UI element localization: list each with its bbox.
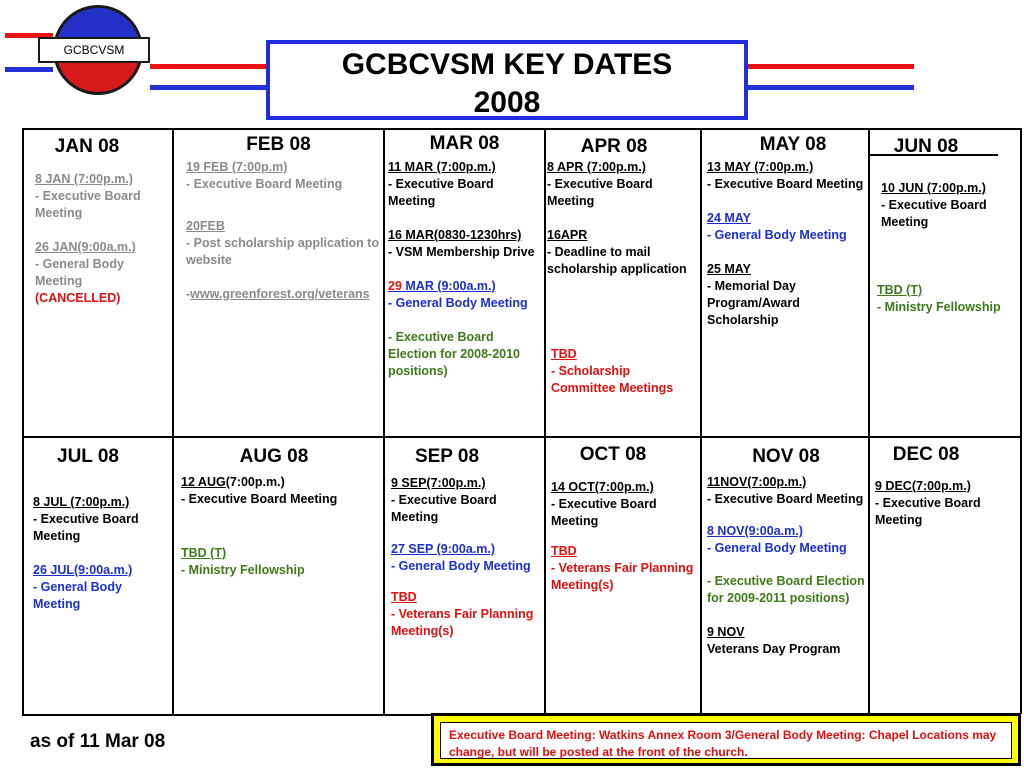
- feb-events: [186, 159, 382, 303]
- nov-event-4: Veterans Day Program: [707, 642, 841, 656]
- as-of-date: as of 11 Mar 08: [30, 731, 166, 752]
- jul-events: [33, 494, 169, 613]
- mar-event-2: - VSM Membership Drive: [388, 245, 535, 259]
- grid-col-line-1: [172, 128, 174, 716]
- sep-date-2: 27 SEP (9:00a.m.): [391, 542, 495, 556]
- sep-date-1: 9 SEP(7:00p.m.): [391, 476, 486, 490]
- mid-blue-stripe: [150, 85, 266, 90]
- oct-date-2: TBD: [551, 544, 577, 558]
- grid-col-line-5: [868, 128, 870, 714]
- title-box: [266, 40, 748, 120]
- right-red-stripe: [748, 64, 914, 69]
- logo-label: GCBCVSM: [38, 37, 150, 63]
- sep-event-3: - Veterans Fair Planning Meeting(s): [391, 607, 534, 638]
- jul-event-2: - General Body Meeting: [33, 580, 122, 611]
- month-header-oct: OCT 08: [579, 444, 647, 465]
- jan-event-2: - General Body Meeting: [35, 257, 124, 288]
- jul-event-1: - Executive Board Meeting: [33, 512, 139, 543]
- jun-events: [877, 180, 1019, 316]
- month-header-mar: MAR 08: [429, 133, 500, 154]
- feb-website-link[interactable]: www.greenforest.org/veterans: [190, 287, 370, 301]
- grid-col-line-4: [700, 128, 702, 714]
- mar-date-2: 16 MAR(0830-1230hrs): [388, 228, 522, 242]
- apr-date-3: TBD: [551, 347, 577, 361]
- grid-col-line-3: [544, 128, 546, 714]
- may-event-3: - Memorial Day Program/Award Scholarship: [707, 279, 800, 327]
- may-date-1: 13 MAY (7:00p.m.): [707, 160, 814, 174]
- feb-event-1: - Executive Board Meeting: [186, 177, 343, 191]
- jul-date-1: 8 JUL (7:00p.m.): [33, 495, 130, 509]
- jun-event-1: - Executive Board Meeting: [881, 198, 987, 229]
- mar-events: [388, 159, 544, 380]
- nov-event-1: - Executive Board Meeting: [707, 492, 864, 506]
- apr-events: [547, 159, 697, 397]
- mar-date-1: 11 MAR (7:00p.m.): [388, 160, 496, 174]
- mar-event-3: - General Body Meeting: [388, 296, 528, 310]
- month-header-jul: JUL 08: [57, 446, 119, 467]
- month-header-may: MAY 08: [759, 134, 827, 155]
- grid-bottom-line: [22, 714, 431, 716]
- month-header-aug: AUG 08: [239, 446, 309, 467]
- oct-event-1: - Executive Board Meeting: [551, 497, 657, 528]
- oct-events: [551, 479, 697, 594]
- mar-event-1: - Executive Board Meeting: [388, 177, 494, 208]
- dec-events: [875, 478, 1017, 529]
- page-title: GCBCVSM KEY DATES: [341, 48, 673, 81]
- dec-date-1: 9 DEC(7:00p.m.): [875, 479, 971, 493]
- feb-event-2: - Post scholarship application to website: [186, 236, 380, 267]
- nov-date-4: 9 NOV: [707, 625, 745, 639]
- month-header-nov: NOV 08: [752, 446, 820, 467]
- jun-date-2: TBD (T): [877, 283, 923, 297]
- sep-event-1: - Executive Board Meeting: [391, 493, 497, 524]
- may-events: [707, 159, 865, 329]
- month-header-jun: JUN 08: [893, 136, 959, 157]
- jan-event-1: - Executive Board Meeting: [35, 189, 141, 220]
- aug-events: [181, 474, 379, 579]
- oct-date-1: 14 OCT(7:00p.m.): [551, 480, 654, 494]
- location-note-box: [431, 713, 1021, 766]
- sep-date-3: TBD: [391, 590, 417, 604]
- may-event-2: - General Body Meeting: [707, 228, 847, 242]
- aug-date-1: 12 AUG(7:00p.m.): [181, 475, 285, 489]
- jan-date-2: 26 JAN(9:00a.m.): [35, 240, 136, 254]
- nov-date-1: 11NOV(7:00p.m.): [707, 475, 807, 489]
- nov-date-2: 8 NOV(9:00a.m.): [707, 524, 803, 538]
- jun-date-1: 10 JUN (7:00p.m.): [881, 181, 986, 195]
- apr-date-2: 16APR: [547, 228, 588, 242]
- feb-date-1: 19 FEB (7:00p.m): [186, 160, 288, 174]
- page-title-year: 2008: [473, 86, 541, 119]
- nov-event-3: - Executive Board Election for 2009-2011 positions): [707, 574, 865, 605]
- apr-event-1: - Executive Board Meeting: [547, 177, 653, 208]
- nov-event-2: - General Body Meeting: [707, 541, 847, 555]
- month-header-sep: SEP 08: [414, 446, 480, 467]
- nov-events: [707, 474, 867, 658]
- jan-cancelled: (CANCELLED): [35, 291, 121, 305]
- aug-event-1: - Executive Board Meeting: [181, 492, 338, 506]
- jan-events: [35, 171, 165, 307]
- grid-col-line-2: [383, 128, 385, 714]
- mar-date-3: 29 MAR (9:00a.m.): [388, 279, 496, 293]
- month-header-apr: APR 08: [580, 136, 648, 157]
- dec-event-1: - Executive Board Meeting: [875, 496, 981, 527]
- location-note: Executive Board Meeting: Watkins Annex Room 3/General Body Meeting: Chapel Locations may change, but will be posted at the front of the church.: [440, 722, 1012, 759]
- month-header-feb: FEB 08: [246, 134, 311, 155]
- apr-event-3: - Scholarship Committee Meetings: [551, 364, 674, 395]
- grid-left-line: [22, 128, 24, 716]
- mar-event-4: - Executive Board Election for 2008-2010 positions): [388, 330, 521, 378]
- jul-date-2: 26 JUL(9:00a.m.): [33, 563, 133, 577]
- mid-red-stripe: [150, 64, 266, 69]
- month-header-dec: DEC 08: [892, 444, 960, 465]
- feb-date-2: 20FEB: [186, 219, 225, 233]
- apr-date-1: 8 APR (7:00p.m.): [547, 160, 646, 174]
- left-blue-stripe: [5, 67, 53, 72]
- right-blue-stripe: [748, 85, 914, 90]
- may-date-2: 24 MAY: [707, 211, 752, 225]
- oct-event-2: - Veterans Fair Planning Meeting(s): [551, 561, 694, 592]
- grid-right-line: [1020, 128, 1022, 714]
- aug-date-2: TBD (T): [181, 546, 227, 560]
- jan-date-1: 8 JAN (7:00p.m.): [35, 172, 133, 186]
- sep-events: [391, 475, 541, 640]
- apr-event-2: - Deadline to mail scholarship application: [547, 245, 687, 276]
- may-event-1: - Executive Board Meeting: [707, 177, 864, 191]
- month-header-jan: JAN 08: [54, 136, 120, 157]
- aug-event-2: - Ministry Fellowship: [181, 563, 305, 577]
- may-date-3: 25 MAY: [707, 262, 752, 276]
- sep-event-2: - General Body Meeting: [391, 559, 531, 573]
- jun-event-2: - Ministry Fellowship: [877, 300, 1001, 314]
- feb-link-line: -www.greenforest.org/veterans: [186, 287, 370, 301]
